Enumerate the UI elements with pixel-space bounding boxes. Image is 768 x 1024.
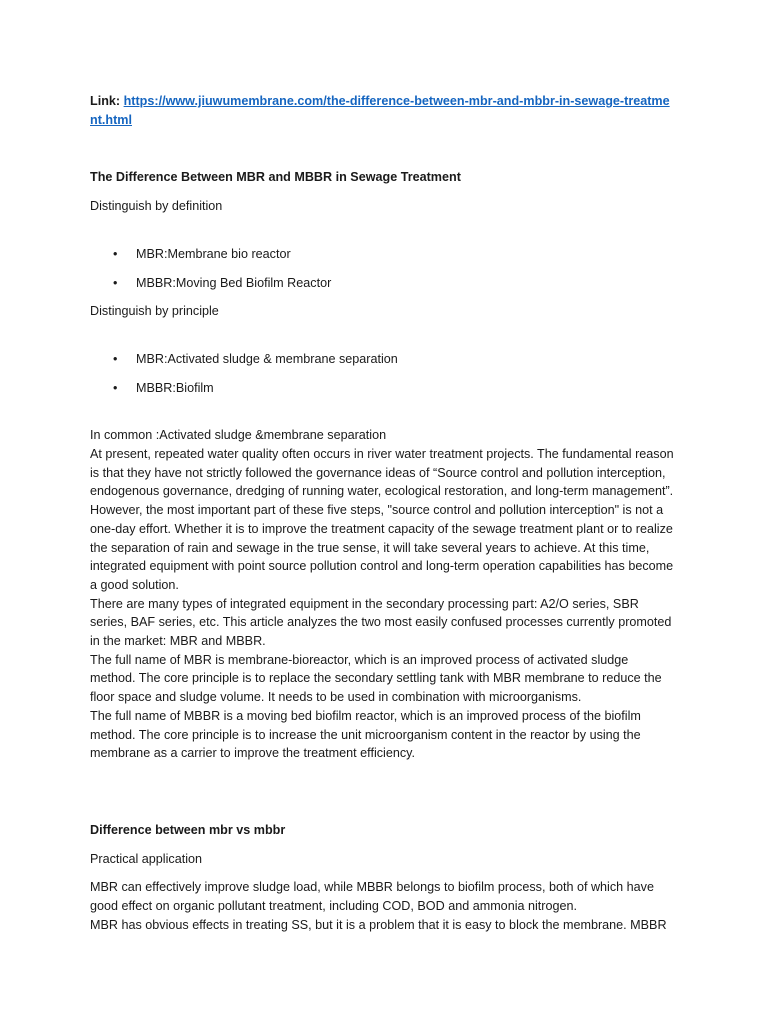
document-title: The Difference Between MBR and MBBR in Sewage Treatment [90, 170, 461, 185]
list-item: • MBR:Activated sludge & membrane separation [90, 350, 674, 369]
list-item: • MBBR:Biofilm [90, 379, 674, 398]
practical-application-heading: Practical application [90, 851, 203, 866]
list-item: • MBBR:Moving Bed Biofilm Reactor [90, 274, 674, 293]
body-paragraph: At present, repeated water quality often occurs in river water treatment projects. The fundamental reason is that they have not strictly followed the governance ideas of “Source control and pollution interception, endogenous governance, dredging of running water, ecological restoration, and long-term management”. However, the most important part of these five steps, "source control and pollution interception" is not a one-day effort. Whether it is to improve the treatment capacity of the sewage treatment plant or to realize the separation of rain and sewage in the true sense, it will take several years to achieve. At this time, integrated equipment with point source pollution control and long-term operation capabilities has become a good solution. [90, 447, 674, 592]
document-page [90, 92, 674, 935]
body-paragraph: The full name of MBR is membrane-bioreactor, which is an improved process of activated sludge method. The core principle is to replace the secondary settling tank with MBR membrane to reduce the floor space and sludge volume. It needs to be used in combination with microorganisms. [90, 652, 662, 705]
difference-heading: Difference between mbr vs mbbr [90, 822, 286, 837]
body-paragraph: MBR has obvious effects in treating SS, but it is a problem that it is easy to block the membrane. MBBR [90, 917, 667, 932]
definition-heading: Distinguish by definition [90, 199, 223, 214]
source-link[interactable]: https://www.jiuwumembrane.com/the-difference-between-mbr-and-mbbr-in-sewage-treatment.html [90, 94, 670, 127]
principle-heading: Distinguish by principle [90, 304, 219, 319]
common-line: In common :Activated sludge &membrane separation [90, 428, 387, 443]
body-paragraph: There are many types of integrated equipment in the secondary processing part: A2/O series, SBR series, BAF series, etc. This article analyzes the two most easily confused processes currently promoted in the market: MBR and MBBR. [90, 596, 672, 649]
body-paragraph: The full name of MBBR is a moving bed biofilm reactor, which is an improved process of the biofilm method. The core principle is to increase the unit microorganism content in the reactor by using the membrane as a carrier to improve the treatment efficiency. [90, 708, 641, 761]
definition-list [90, 245, 674, 292]
source-link-line [90, 92, 674, 129]
body-paragraph: MBR can effectively improve sludge load, while MBBR belongs to biofilm process, both of which have good effect on organic pollutant treatment, including COD, BOD and ammonia nitrogen. [90, 880, 654, 914]
link-label: Link: [90, 94, 121, 108]
principle-list [90, 350, 674, 397]
list-item: • MBR:Membrane bio reactor [90, 245, 674, 264]
